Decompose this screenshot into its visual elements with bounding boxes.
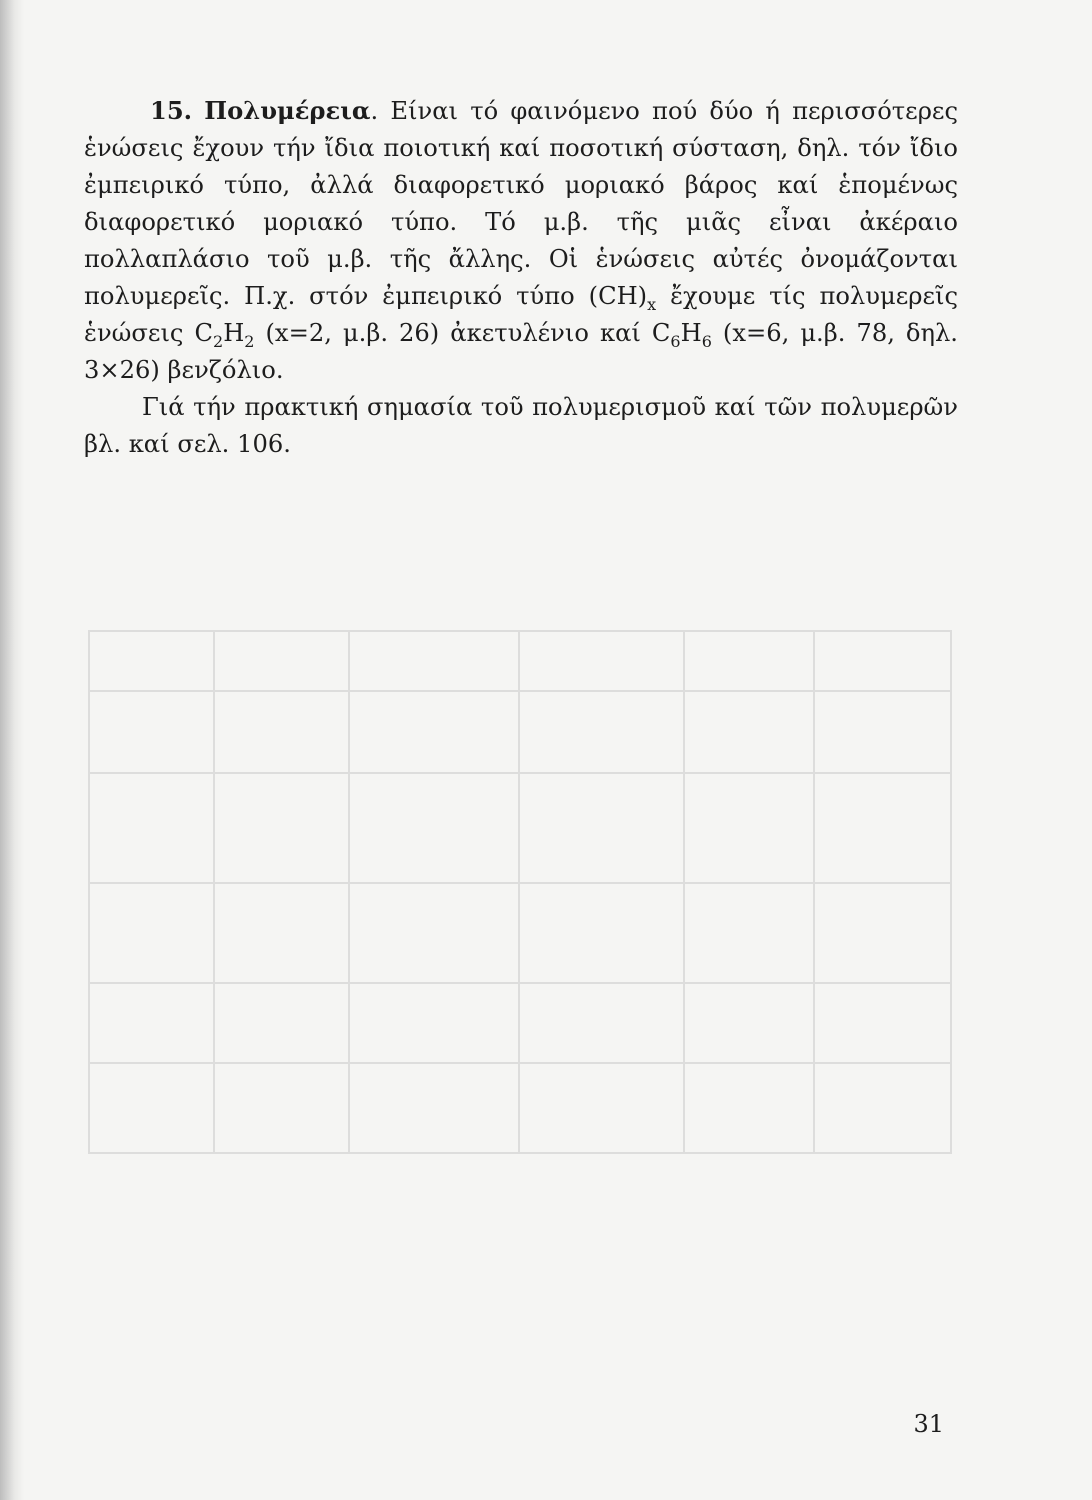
show-through-rule [213, 632, 215, 1152]
show-through-table [88, 630, 952, 1154]
polymer-text: ἔχουμε τίς πολυμερεῖς ἑνώσεις [84, 282, 958, 347]
empirical-formula: $(CH)_x$ [588, 282, 657, 314]
show-through-rule [90, 882, 950, 884]
paragraph-definition [84, 92, 958, 389]
benzene-formula: $C_6H_6$ [651, 319, 712, 351]
binding-shadow [0, 0, 24, 1500]
show-through-rule [518, 632, 520, 1152]
section-number: 15. [150, 96, 193, 125]
paragraph-reference: Γιά τήν πρακτική σημασία τοῦ πολυμερισμοῦ καί τῶν πολυμερῶν βλ. καί σελ. 106. [84, 393, 958, 458]
page-number: 31 [913, 1410, 944, 1438]
benzene-note: (x=6, μ.β. 78, δηλ. 3×26) βενζόλιο. [84, 319, 958, 384]
show-through-rule [90, 1062, 950, 1064]
section-15 [84, 92, 958, 463]
section-title: Πολυμέρεια [204, 96, 371, 125]
show-through-rule [90, 772, 950, 774]
show-through-rule [90, 690, 950, 692]
show-through-rule [813, 632, 815, 1152]
show-through-rule [348, 632, 350, 1152]
definition-text: . Είναι τό φαινόμενο πού δύο ή περισσότερες ἑνώσεις ἔχουν τήν ἴδια ποιοτική καί ποσοτική σύσταση, δηλ. τόν ἴδιο ἐμπειρικό τύπο, ἀλλά διαφορετικό μοριακό βάρος καί ἑπομένως διαφορετικό μοριακό τύπο. Τό μ.β. τῆς μιᾶς εἶναι ἀκέραιο πολλαπλάσιο τοῦ μ.β. τῆς ἄλλης. Οἱ ἑνώσεις αὐτές ὀνομάζονται πολυμερεῖς. Π.χ. στόν ἐμπειρικό τύπο [84, 97, 958, 310]
acetylene-formula: $C_2H_2$ [194, 319, 255, 351]
show-through-rule [683, 632, 685, 1152]
acetylene-note: (x=2, μ.β. 26) ἀκετυλένιο καί [254, 319, 652, 347]
show-through-rule [90, 982, 950, 984]
